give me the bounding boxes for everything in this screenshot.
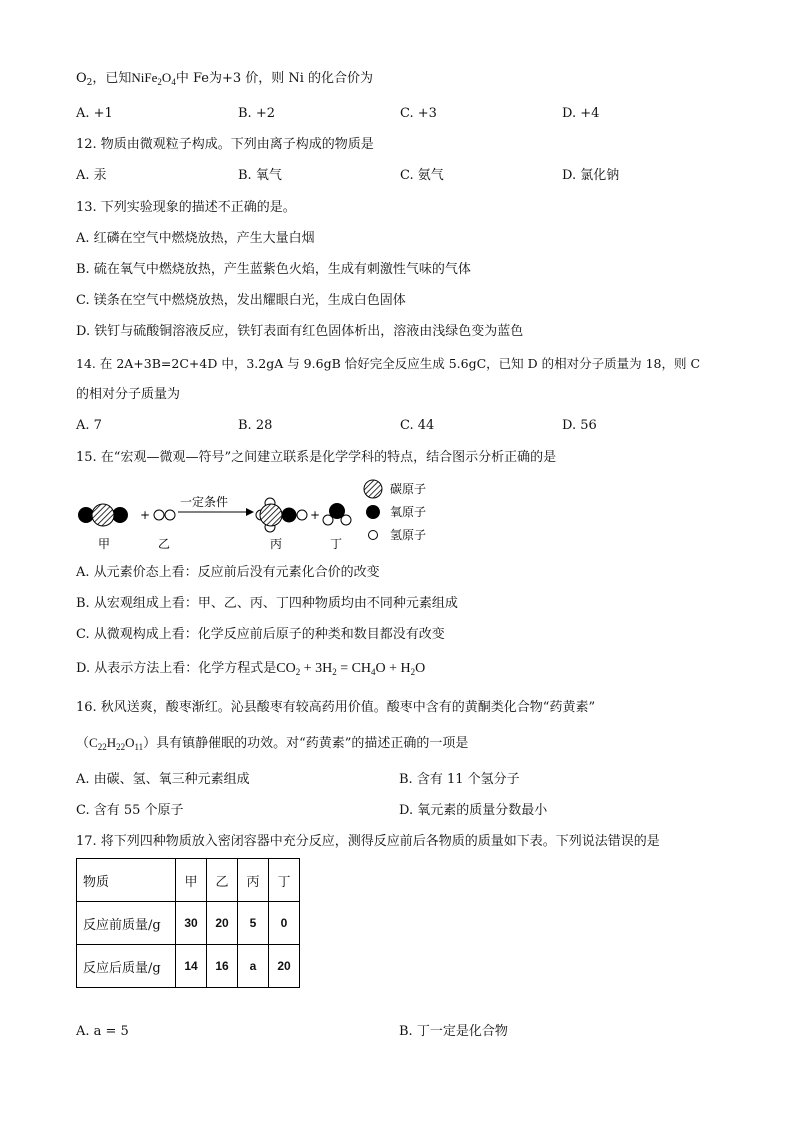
label-yi: 乙 xyxy=(158,537,171,551)
label-ding: 丁 xyxy=(330,537,343,551)
q11-option-c: C. +3 xyxy=(400,106,437,121)
q16-option-d: D. 氧元素的质量分数最小 xyxy=(399,803,548,818)
q13-option-a: A. 红磷在空气中燃烧放热，产生大量白烟 xyxy=(76,231,315,246)
q11-o-sub: 2 xyxy=(86,78,93,88)
table-cell: 5 xyxy=(238,902,269,945)
q11-formula-o: O xyxy=(161,70,172,85)
q16-stem-line2-text: ）具有镇静催眠的功效。对“药黄素”的描述正确的一项是 xyxy=(143,736,469,751)
legend-hydrogen-icon xyxy=(369,531,378,540)
formula-h-sub: 22 xyxy=(116,742,126,752)
table-header-cell: 丙 xyxy=(238,859,269,902)
q16-formula xyxy=(89,735,143,750)
q13-option-b: B. 硫在氧气中燃烧放热，产生蓝紫色火焰，生成有刺激性气味的气体 xyxy=(76,262,471,277)
q14-stem-line1: 14. 在 2A+3B=2C+4D 中，3.2gA 与 9.6gB 恰好完全反应生成 5.6gC，已知 D 的相对分子质量为 18，则 C xyxy=(76,356,701,371)
legend-carbon-icon xyxy=(364,480,382,498)
q12-option-c: C. 氨气 xyxy=(400,168,444,183)
q16-option-a: A. 由碳、氢、氧三种元素组成 xyxy=(76,772,250,787)
table-cell: 0 xyxy=(269,902,300,945)
molecule-yi xyxy=(154,510,175,520)
legend-hydrogen: 氢原子 xyxy=(390,528,427,542)
q17-option-a: A. a = 5 xyxy=(76,1024,129,1039)
eq-o-plus-h: O + H xyxy=(375,661,411,676)
table-cell: a xyxy=(238,945,269,988)
table-cell: 30 xyxy=(176,902,207,945)
q13-option-d: D. 铁钉与硫酸铜溶液反应，铁钉表面有红色固体析出，溶液由浅绿色变为蓝色 xyxy=(76,324,524,339)
q14-option-a: A. 7 xyxy=(76,418,102,433)
formula-c-sub: 22 xyxy=(97,742,107,752)
molecule-bing xyxy=(256,498,307,532)
reaction-diagram xyxy=(72,476,452,556)
formula-o-sub: 11 xyxy=(134,742,144,752)
table-cell: 16 xyxy=(207,945,238,988)
plus-sign-1: + xyxy=(140,508,151,522)
q15-option-c: C. 从微观构成上看：化学反应前后原子的种类和数目都没有改变 xyxy=(76,627,445,642)
q11-o: O xyxy=(76,71,87,86)
molecule-jia xyxy=(78,504,128,526)
eq-plus-h: + 3H xyxy=(300,661,333,676)
q15-option-a: A. 从元素价态上看：反应前后没有元素化合价的改变 xyxy=(76,565,380,580)
table-cell: 20 xyxy=(269,945,300,988)
q12-option-d: D. 氯化钠 xyxy=(562,168,620,183)
table-row xyxy=(77,945,300,988)
q11-formula-fe-sub: 2 xyxy=(157,77,162,87)
table-cell: 20 xyxy=(207,902,238,945)
q12-option-a: A. 汞 xyxy=(76,168,107,183)
formula-c: C xyxy=(89,735,98,750)
table-row xyxy=(77,902,300,945)
table-header-cell: 丁 xyxy=(269,859,300,902)
q13-option-c: C. 镁条在空气中燃烧放热，发出耀眼白光，生成白色固体 xyxy=(76,293,406,308)
eq-o-end: O xyxy=(415,661,426,676)
table-header-cell: 甲 xyxy=(176,859,207,902)
molecule-ding xyxy=(323,503,351,525)
q16-stem-line2 xyxy=(76,733,468,754)
table-cell: 反应前质量/g xyxy=(77,902,176,945)
formula-o: O xyxy=(125,735,135,750)
q14-option-b: B. 28 xyxy=(238,418,273,433)
legend-oxygen-icon xyxy=(366,505,380,519)
table-header-cell: 乙 xyxy=(207,859,238,902)
q12-stem: 12. 物质由微观粒子构成。下列由离子构成的物质是 xyxy=(76,137,374,152)
eq-ch: = CH xyxy=(336,661,372,676)
q15-stem: 15. 在“宏观—微观—符号”之间建立联系是化学学科的特点，结合图示分析正确的是 xyxy=(76,450,557,465)
table-header-cell: 物质 xyxy=(77,859,176,902)
q16-option-c: C. 含有 55 个原子 xyxy=(76,803,184,818)
chemical-equation xyxy=(276,661,425,676)
legend-carbon: 碳原子 xyxy=(390,482,427,496)
q17-stem: 17. 将下列四种物质放入密闭容器中充分反应，测得反应前后各物质的质量如下表。下列说法错误的是 xyxy=(76,834,660,849)
q13-stem: 13. 下列实验现象的描述不正确的是。 xyxy=(76,200,296,215)
q11-option-a: A. +1 xyxy=(76,106,113,121)
mass-table xyxy=(76,858,300,988)
label-jia: 甲 xyxy=(98,537,111,551)
arrow-head-icon xyxy=(246,508,254,516)
eq-ch-sub: 4 xyxy=(371,667,376,677)
legend-oxygen: 氧原子 xyxy=(390,505,427,519)
q11-text: ，已知 xyxy=(92,71,132,86)
table-cell: 14 xyxy=(176,945,207,988)
q11-option-b: B. +2 xyxy=(238,106,275,121)
q11-option-d: D. +4 xyxy=(562,106,600,121)
q11-formula-o-sub: 4 xyxy=(171,77,176,87)
q14-option-d: D. 56 xyxy=(562,418,597,433)
eq-co: CO xyxy=(276,661,296,676)
formula-h: H xyxy=(106,735,117,750)
plus-sign-2: + xyxy=(310,508,321,522)
reaction-condition: 一定条件 xyxy=(180,495,229,509)
q11-text-end: 中 Fe为+3 价，则 Ni 的化合价为 xyxy=(175,71,374,86)
q14-stem-line2: 的相对分子质量为 xyxy=(76,387,181,402)
q15-option-d xyxy=(76,659,425,679)
label-bing: 丙 xyxy=(270,537,283,551)
eq-co-sub: 2 xyxy=(295,667,301,677)
q15-option-d-text: D. 从表示方法上看：化学方程式是 xyxy=(76,661,277,676)
q16-stem-line1: 16. 秋风送爽，酸枣渐红。沁县酸枣有较高药用价值。酸枣中含有的黄酮类化合物“药黄素” xyxy=(76,700,596,715)
q12-option-b: B. 氧气 xyxy=(238,168,282,183)
q11-stem xyxy=(76,68,373,89)
eq-h2o-sub: 2 xyxy=(410,667,416,677)
q16-paren-open: （ xyxy=(76,736,90,751)
q16-option-b: B. 含有 11 个氢分子 xyxy=(399,772,520,787)
q11-formula-ni: NiFe xyxy=(131,70,158,85)
q15-option-b: B. 从宏观组成上看：甲、乙、丙、丁四种物质均由不同种元素组成 xyxy=(76,596,458,611)
q14-option-c: C. 44 xyxy=(400,418,435,433)
table-cell: 反应后质量/g xyxy=(77,945,176,988)
eq-h-sub: 2 xyxy=(332,667,337,677)
q17-option-b: B. 丁一定是化合物 xyxy=(399,1024,508,1039)
q11-formula xyxy=(131,70,175,85)
table-header-row xyxy=(77,859,300,902)
